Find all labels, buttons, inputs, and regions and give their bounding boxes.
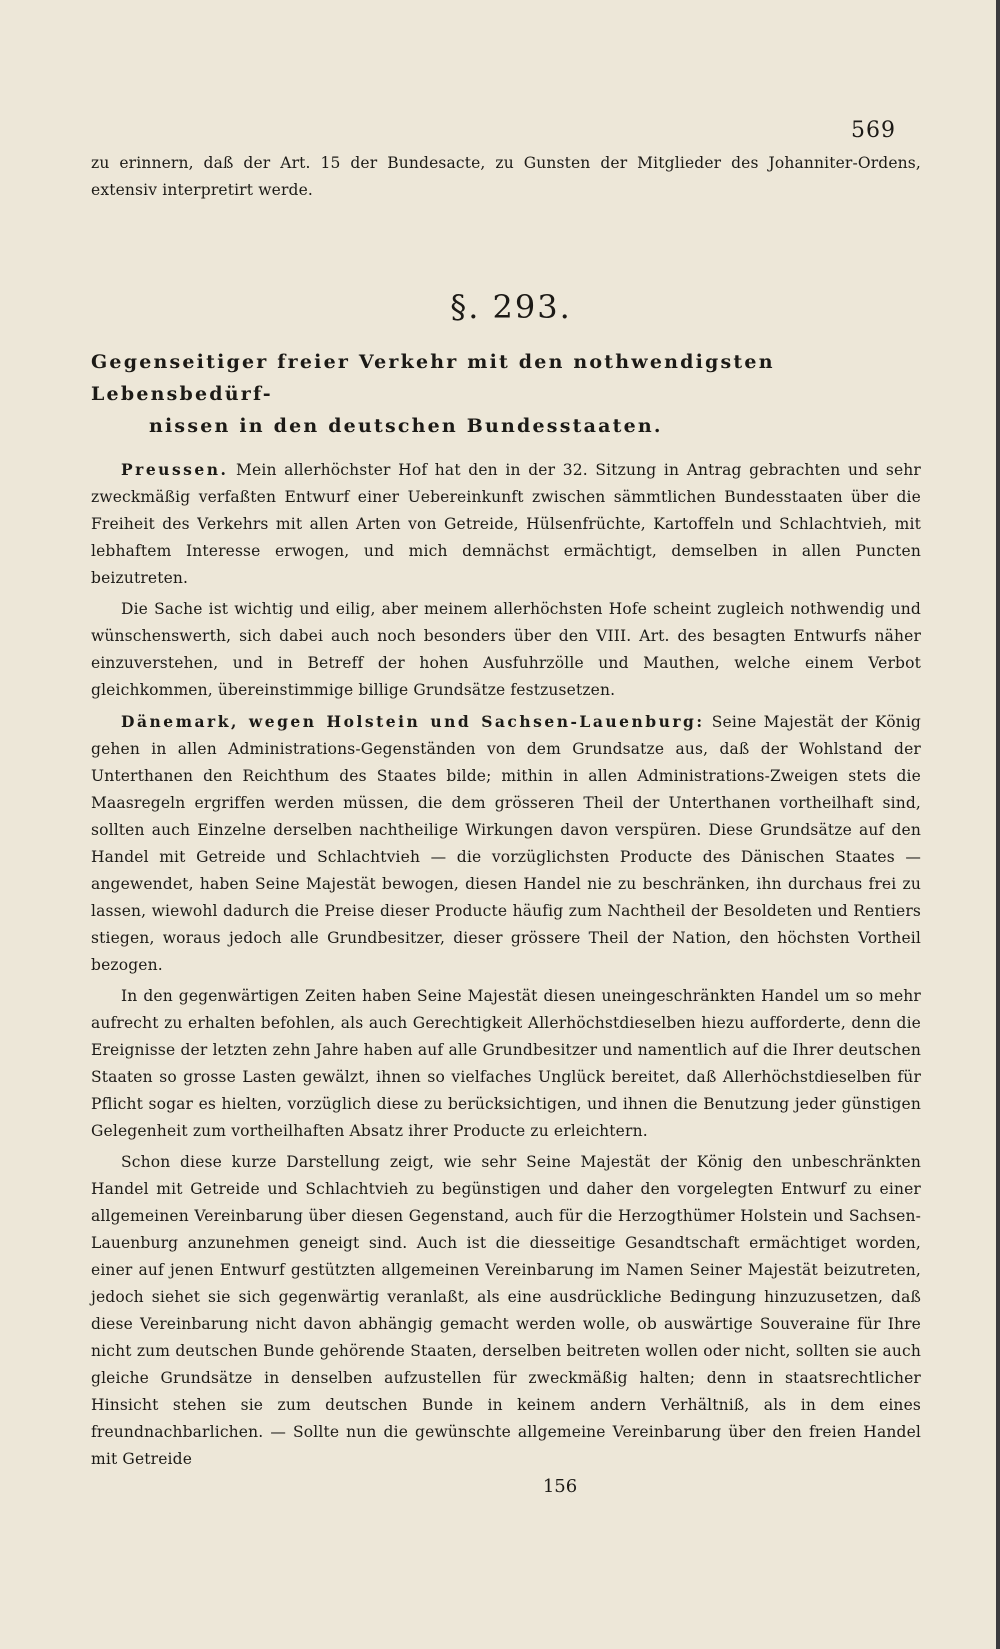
section-title-line-2: nissen in den deutschen Bundesstaaten. <box>149 415 663 437</box>
section-title-line-1: Gegenseitiger freier Verkehr mit den nothwendigsten Lebensbedürf- <box>91 351 775 405</box>
page-number: 569 <box>851 118 896 143</box>
paragraph-preussen <box>91 456 921 592</box>
paragraph-daenemark <box>91 708 921 979</box>
paragraph <box>91 596 921 704</box>
paragraph-lead: Dänemark, wegen Holstein und Sachsen-Lauenburg: <box>121 712 705 731</box>
paragraph-text: Schon diese kurze Darstellung zeigt, wie sehr Seine Majestät der König den unbeschränkten Handel mit Getreide und Schlachtvieh zu begünstigen und daher den vorgelegten Entwurf zu einer allgemeinen Vereinbarung über diesen Gegenstand, auch für die Herzogthümer Holstein und Sachsen-Lauenburg anzunehmen geneigt sind. Auch ist die diesseitige Gesandtschaft ermächtiget worden, einer auf jenen Entwurf gestützten allgemeinen Vereinbarung im Namen Seiner Majestät beizutreten, jedoch siehet sie sich gegenwärtig veranlaßt, als eine ausdrückliche Bedingung hinzuzusetzen, daß diese Vereinbarung nicht davon abhängig gemacht werden wolle, ob auswärtige Souveraine für Ihre nicht zum deutschen Bunde gehörende Staaten, derselben beitreten wollen oder nicht, sollten sie auch gleiche Grundsätze in denselben aufzustellen für zweckmäßig halten; denn in staatsrechtlicher Hinsicht stehen sie zum deutschen Bunde in keinem andern Verhältniß, als in dem eines freundnachbarlichen. — Sollte nun die gewünschte allgemeine Vereinbarung über den freien Handel mit Getreide <box>91 1153 921 1468</box>
paragraph-lead: Preussen. <box>121 460 229 479</box>
page-body <box>91 150 921 1473</box>
paragraph-text: Seine Majestät der König gehen in allen Administrations-Gegenständen von dem Grundsatze aus, daß der Wohlstand der Unterthanen den Reichthum des Staates bilde; mithin in allen Administrations-Zweigen stets die Maasregeln ergriffen werden müssen, die dem grösseren Theil der Unterthanen vortheilhaft sind, sollten auch Einzelne derselben nachtheilige Wirkungen davon verspüren. Diese Grundsätze auf den Handel mit Getreide und Schlachtvieh — die vorzüglichsten Producte des Dänischen Staates — angewendet, haben Seine Majestät bewogen, diesen Handel nie zu beschränken, ihn durchaus frei zu lassen, wiewohl dadurch die Preise dieser Producte häufig zum Nachtheil der Besoldeten und Rentiers stiegen, woraus jedoch alle Grundbesitzer, dieser grössere Theil der Nation, den höchsten Vortheil bezogen. <box>91 713 921 974</box>
paragraph-text: In den gegenwärtigen Zeiten haben Seine Majestät diesen uneingeschränkten Handel um so mehr aufrecht zu erhalten befohlen, als auch Gerechtigkeit Allerhöchstdieselben hiezu aufforderte, denn die Ereignisse der letzten zehn Jahre haben auf alle Grundbesitzer und namentlich auf die Ihrer deutschen Staaten so grosse Lasten gewälzt, ihnen so vielfaches Unglück bereitet, daß Allerhöchstdieselben für Pflicht sogar es hielten, vorzüglich diese zu berücksichtigen, und ihnen die Benutzung jeder günstigen Gelegenheit zum vortheilhaften Absatz ihrer Producte zu erleichtern. <box>91 987 921 1140</box>
section-number: §. 293. <box>450 288 572 326</box>
paragraph <box>91 983 921 1145</box>
section-title <box>91 346 921 442</box>
intro-paragraph: zu erinnern, daß der Art. 15 der Bundesacte, zu Gunsten der Mitglieder des Johanniter-Ordens, extensiv interpretirt werde. <box>91 154 921 199</box>
paragraph-text: Die Sache ist wichtig und eilig, aber meinem allerhöchsten Hofe scheint zugleich nothwendig und wünschenswerth, sich dabei auch noch besonders über den VIII. Art. des besagten Entwurfs näher einzuverstehen, und in Betreff der hohen Ausfuhrzölle und Mauthen, welche einem Verbot gleichkommen, übereinstimmige billige Grundsätze festzusetzen. <box>91 600 921 699</box>
paragraph-text: Mein allerhöchster Hof hat den in der 32. Sitzung in Antrag gebrachten und sehr zweckmäßig verfaßten Entwurf einer Uebereinkunft zwischen sämmtlichen Bundesstaaten über die Freiheit des Verkehrs mit allen Arten von Getreide, Hülsenfrüchte, Kartoffeln und Schlachtvieh, mit lebhaftem Interesse erwogen, und mich demnächst ermächtigt, demselben in allen Puncten beizutreten. <box>91 461 921 587</box>
scan-edge <box>996 0 1000 1649</box>
paragraph <box>91 1149 921 1473</box>
footer-signature: 156 <box>542 1476 578 1497</box>
